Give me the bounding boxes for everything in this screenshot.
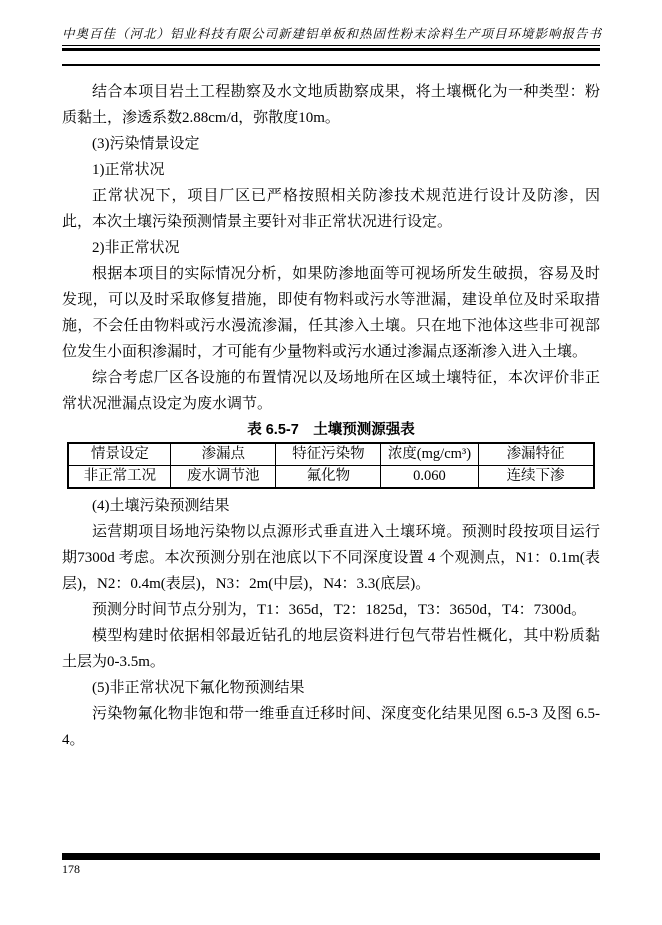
footer-rule-bar	[62, 853, 600, 860]
sub-heading: (5)非正常状况下氟化物预测结果	[92, 680, 305, 696]
table-header-row	[68, 443, 593, 466]
paragraph: 运营期项目场地污染物以点源形式垂直进入土壤环境。预测时段按项目运行期7300d 考虑。本次预测分别在池底以下不同深度设置 4 个观测点，N1：0.1m(表层)，N2：0.4m(表层)，N3：2m(中层)，N4：3.3(底层)。	[62, 524, 600, 592]
table-cell: 氟化物	[276, 466, 381, 489]
table-header-cell: 浓度(mg/cm³)	[381, 443, 478, 466]
paragraph: 污染物氟化物非饱和带一维垂直迁移时间、深度变化结果见图 6.5-3 及图 6.5-4。	[62, 706, 600, 748]
sub-heading: 2)非正常状况	[92, 240, 180, 256]
sub-heading: 1)正常状况	[92, 162, 165, 178]
table-row	[68, 466, 593, 489]
paragraph: 综合考虑厂区各设施的布置情况以及场地所在区域土壤特征，本次评价非正常状况泄漏点设定为废水调节。	[62, 370, 600, 412]
table-cell: 废水调节池	[171, 466, 276, 489]
source-strength-table	[67, 442, 594, 489]
paragraph: 结合本项目岩土工程勘察及水文地质勘察成果，将土壤概化为一种类型：粉质黏土，渗透系数2.88cm/d，弥散度10m。	[62, 84, 600, 126]
table-header-cell: 情景设定	[68, 443, 170, 466]
table-header-cell: 渗漏特征	[478, 443, 594, 466]
table-cell: 非正常工况	[68, 466, 170, 489]
paragraph: 预测分时间节点分别为，T1：365d，T2：1825d，T3：3650d，T4：7300d。	[92, 602, 587, 618]
page-number: 178	[62, 862, 80, 876]
header-single-rule	[62, 64, 600, 66]
page-header-title: 中奥百佳（河北）铝业科技有限公司新建铝单板和热固性粉末涂料生产项目环境影响报告书	[62, 27, 603, 41]
section-heading: (3)污染情景设定	[92, 136, 200, 152]
table-caption: 表 6.5-7 土壤预测源强表	[247, 422, 415, 438]
paragraph: 正常状况下，项目厂区已严格按照相关防渗技术规范进行设计及防渗，因此，本次土壤污染预测情景主要针对非正常状况进行设定。	[62, 188, 600, 230]
document-body	[62, 79, 600, 753]
table-header-cell: 特征污染物	[276, 443, 381, 466]
section-heading: (4)土壤污染预测结果	[92, 498, 230, 514]
table-cell: 连续下渗	[478, 466, 594, 489]
paragraph: 模型构建时依据相邻最近钻孔的地层资料进行包气带岩性概化，其中粉质黏土层为0-3.5m。	[62, 628, 600, 670]
paragraph: 根据本项目的实际情况分析，如果防渗地面等可视场所发生破损，容易及时发现，可以及时采取修复措施，即使有物料或污水等泄漏，建设单位及时采取措施，不会任由物料或污水漫流渗漏，任其渗入土壤。只在地下池体这些非可视部位发生小面积渗漏时，才可能有少量物料或污水通过渗漏点逐渐渗入进入土壤。	[62, 266, 600, 360]
table-header-cell: 渗漏点	[171, 443, 276, 466]
header-double-rule	[62, 45, 600, 51]
table-cell: 0.060	[381, 466, 478, 489]
